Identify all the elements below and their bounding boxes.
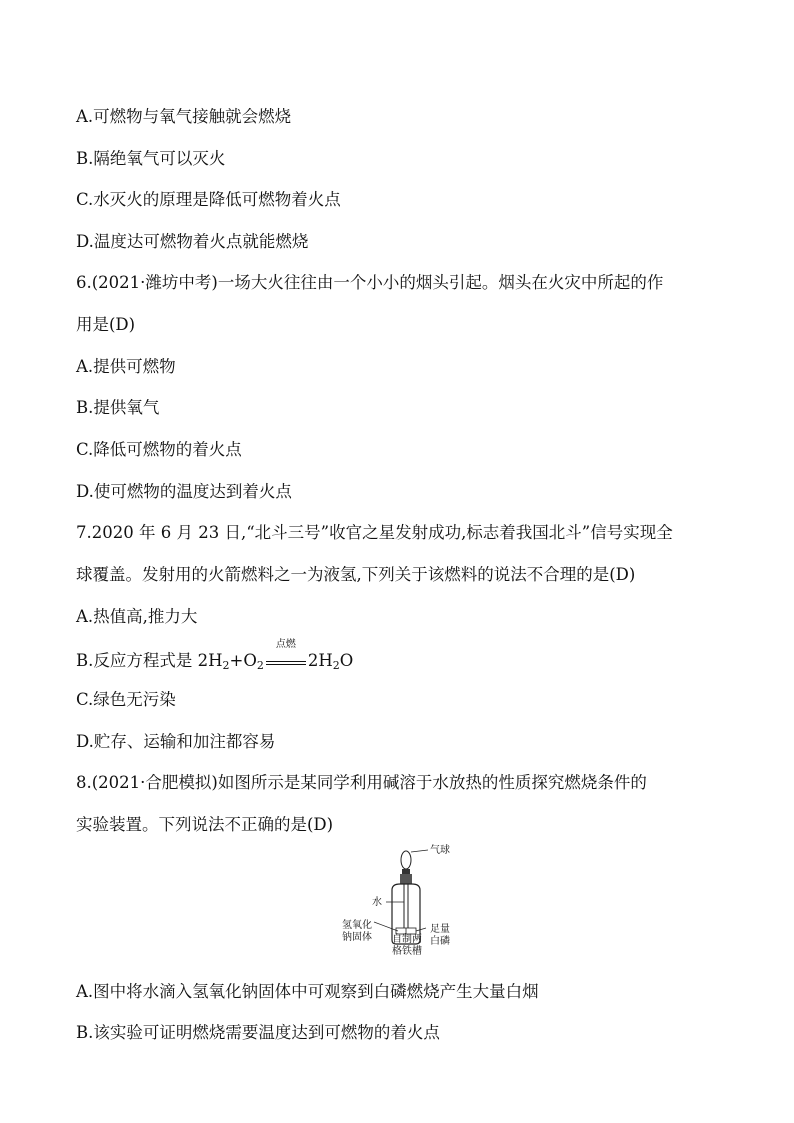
label-phosphorus-line-2: 白磷 (430, 936, 450, 947)
option-8b: B.该实验可证明燃烧需要温度达到可燃物的着火点 (76, 1023, 440, 1042)
equation-sub-2: 2 (256, 659, 264, 672)
label-naoh-line-1: 氢氧化 (342, 920, 372, 931)
option-7a: A.热值高,推力大 (76, 607, 198, 626)
label-tank-line-1: 自制两 (392, 934, 422, 945)
equation-sub-3: 2 (332, 659, 340, 672)
option-5a: A.可燃物与氧气接触就会燃烧 (76, 107, 292, 126)
question-7-line-2: 球覆盖。发射用的火箭燃料之一为液氢,下列关于该燃料的说法不合理的是(D) (76, 565, 636, 584)
option-6b: B.提供氧气 (76, 398, 160, 417)
equation-product-pre: 2H (307, 651, 333, 670)
equation-prefix: B.反应方程式是 2H (76, 651, 223, 670)
option-8a: A.图中将水滴入氢氧化钠固体中可观察到白磷燃烧产生大量白烟 (76, 982, 539, 1001)
option-6c: C.降低可燃物的着火点 (76, 440, 242, 459)
option-5d: D.温度达可燃物着火点就能燃烧 (76, 232, 309, 251)
option-6d: D.使可燃物的温度达到着火点 (76, 482, 292, 501)
option-7b-equation (76, 639, 354, 677)
option-5c: C.水灭火的原理是降低可燃物着火点 (76, 190, 341, 209)
reaction-arrow (264, 639, 308, 677)
question-6-line-1: 6.(2021·潍坊中考)一场大火往往由一个小小的烟头引起。烟头在火灾中所起的作 (76, 273, 664, 292)
label-balloon: 气球 (430, 845, 450, 856)
option-5b: B.隔绝氧气可以灭火 (76, 149, 226, 168)
question-6-line-2: 用是(D) (76, 315, 136, 334)
option-6a: A.提供可燃物 (76, 357, 176, 376)
label-naoh-line-2: 钠固体 (342, 932, 372, 943)
label-water: 水 (372, 897, 382, 908)
option-7c: C.绿色无污染 (76, 690, 176, 709)
equation-sub-1: 2 (222, 659, 230, 672)
label-phosphorus-line-1: 足量 (430, 924, 450, 935)
reaction-condition: 点燃 (275, 639, 296, 650)
label-tank-line-2: 格铁槽 (392, 946, 422, 957)
equation-product-post: O (339, 651, 354, 670)
equation-plus: +O (229, 651, 257, 670)
question-8-line-2: 实验装置。下列说法不正确的是(D) (76, 815, 334, 834)
question-8-line-1: 8.(2021·合肥模拟)如图所示是某同学利用碱溶于水放热的性质探究燃烧条件的 (76, 773, 647, 792)
option-7d: D.贮存、运输和加注都容易 (76, 732, 276, 751)
experiment-apparatus-figure (330, 840, 470, 955)
question-7-line-1: 7.2020 年 6 月 23 日,“北斗三号”收官之星发射成功,标志着我国北斗”信号实现全 (76, 523, 673, 542)
